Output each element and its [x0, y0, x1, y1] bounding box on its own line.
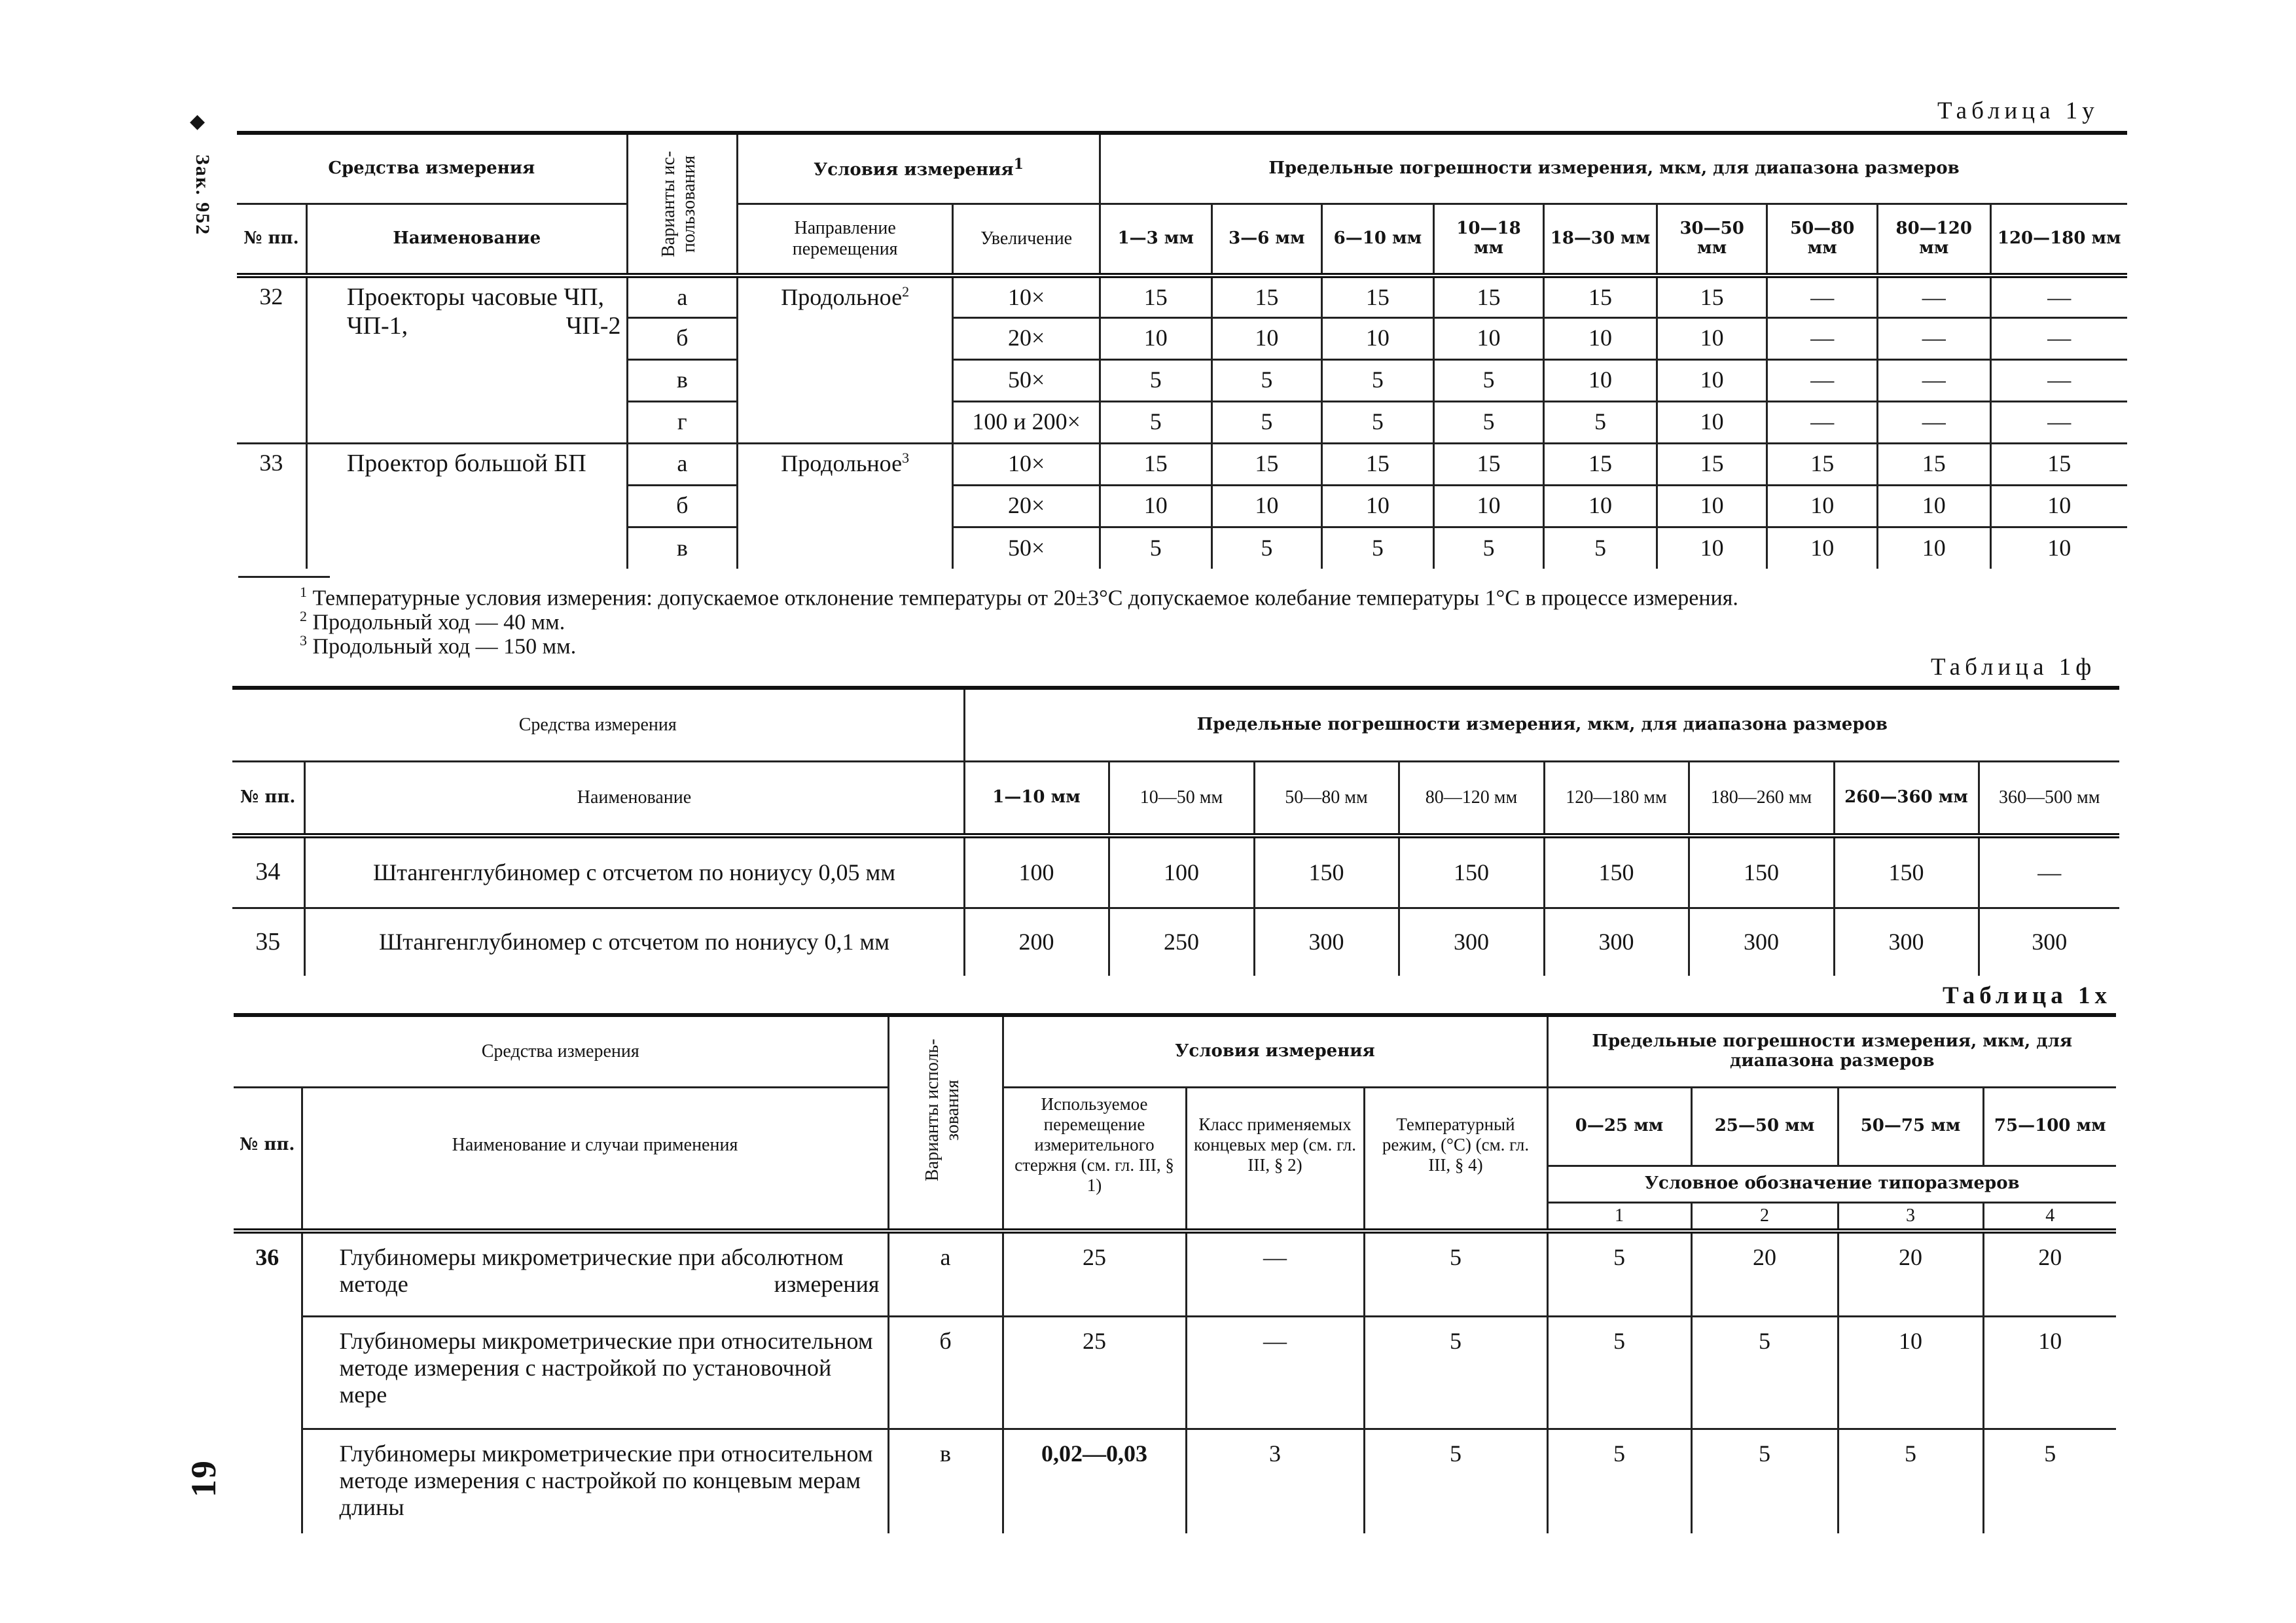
movement: 0,02—0,03 — [1003, 1429, 1186, 1533]
value-cell: 5 — [1211, 359, 1322, 401]
value-cell: 300 — [1979, 908, 2119, 976]
value-cell: 10 — [1657, 527, 1767, 569]
variant: б — [627, 317, 738, 359]
value-cell: 5 — [1100, 527, 1211, 569]
table-1u-caption: Таблица 1у — [1937, 98, 2099, 124]
value-cell: 15 — [1433, 443, 1544, 485]
value-cell: 15 — [1877, 443, 1990, 485]
temperature: 5 — [1364, 1231, 1547, 1316]
instrument-name: Проектор большой БП — [306, 443, 627, 569]
value-cell: 10 — [1211, 317, 1322, 359]
value-cell: 15 — [1544, 276, 1657, 317]
typesize-number: 3 — [1838, 1202, 1983, 1231]
instrument-name: Глубиномеры микрометрические при относительном методе измерения с настройкой по концевым мерам длины — [302, 1429, 888, 1533]
range-header: 80—120 мм — [1877, 204, 1990, 276]
value-cell: 150 — [1689, 836, 1834, 908]
magnification: 20× — [953, 317, 1100, 359]
value-cell: 15 — [1657, 276, 1767, 317]
magnification-header: Увеличение — [953, 204, 1100, 276]
value-cell: 15 — [1657, 443, 1767, 485]
means-header: Средства измерения — [237, 133, 627, 204]
num-header: № пп. — [240, 1134, 295, 1154]
table-row — [234, 1316, 2116, 1429]
value-cell: — — [1877, 359, 1990, 401]
temperature: 5 — [1364, 1316, 1547, 1429]
value-cell: 5 — [1211, 527, 1322, 569]
table-1f-caption: Таблица 1ф — [1931, 654, 2096, 681]
value-cell: 10 — [1211, 485, 1322, 527]
row-number: 34 — [232, 836, 304, 908]
variant: в — [888, 1429, 1003, 1533]
value-cell: 5 — [1544, 527, 1657, 569]
range-header: 10—50 мм — [1109, 761, 1254, 836]
value-cell: — — [1979, 836, 2119, 908]
range-header: 50—80 мм — [1767, 204, 1878, 276]
table-1f — [232, 686, 2119, 976]
typesize-number: 4 — [1983, 1202, 2116, 1231]
value-cell: 5 — [1100, 401, 1211, 443]
value-cell: 5 — [1691, 1429, 1838, 1533]
value-cell: 20 — [1838, 1231, 1983, 1316]
value-cell: 150 — [1834, 836, 1979, 908]
conditions-header: Условия измерения$^1$ — [738, 133, 1100, 204]
class-header: Класс применяемых концевых мер (см. гл. III, § 2) — [1186, 1087, 1364, 1202]
value-cell: 300 — [1544, 908, 1689, 976]
value-cell: 5 — [1691, 1316, 1838, 1429]
range-header: 80—120 мм — [1399, 761, 1544, 836]
value-cell: 15 — [1544, 443, 1657, 485]
value-cell: 5 — [1322, 359, 1434, 401]
value-cell: 300 — [1834, 908, 1979, 976]
range-header: 30—50 мм — [1657, 204, 1767, 276]
range-header: 18—30 мм — [1544, 204, 1657, 276]
footnote-rule — [238, 576, 330, 578]
instrument-name: Глубиномеры микрометрические при относительном методе измерения с настройкой по установочной мере — [302, 1316, 888, 1429]
direction: Продольное$^3$ — [738, 443, 953, 569]
means-header: Средства измерения — [234, 1015, 888, 1087]
value-cell: 10 — [1544, 359, 1657, 401]
typesizes-header: Условное обозначение типоразмеров — [1547, 1166, 2116, 1202]
value-cell: 300 — [1689, 908, 1834, 976]
value-cell: 5 — [1322, 401, 1434, 443]
value-cell: 10 — [1433, 317, 1544, 359]
margin-marker: ◆ — [190, 111, 206, 132]
range-header: 25—50 мм — [1691, 1087, 1838, 1166]
range-header: 0—25 мм — [1547, 1087, 1691, 1166]
movement-header: Используемое перемещение измерительного стержня (см. гл. III, § 1) — [1003, 1087, 1186, 1202]
value-cell: 15 — [1767, 443, 1878, 485]
table-row — [237, 443, 2127, 485]
variant: г — [627, 401, 738, 443]
range-header: 3—6 мм — [1211, 204, 1322, 276]
value-cell: 10 — [1100, 317, 1211, 359]
value-cell: 20 — [1983, 1231, 2116, 1316]
name-header: Наименование и случаи применения — [302, 1087, 888, 1202]
value-cell: 100 — [964, 836, 1109, 908]
value-cell: 5 — [1983, 1429, 2116, 1533]
value-cell: 5 — [1547, 1231, 1691, 1316]
value-cell: 10 — [1657, 401, 1767, 443]
value-cell: 10 — [1767, 485, 1878, 527]
value-cell: — — [1877, 317, 1990, 359]
value-cell: 10 — [1433, 485, 1544, 527]
value-cell: 10 — [1990, 485, 2127, 527]
variant: а — [627, 443, 738, 485]
table-row — [232, 836, 2119, 908]
variant: б — [627, 485, 738, 527]
value-cell: 10 — [1322, 317, 1434, 359]
value-cell: 20 — [1691, 1231, 1838, 1316]
value-cell: 15 — [1990, 443, 2127, 485]
measure-class: — — [1186, 1231, 1364, 1316]
num-header: № пп. — [243, 228, 299, 248]
value-cell: 15 — [1100, 276, 1211, 317]
value-cell: 5 — [1433, 527, 1544, 569]
typesize-number: 2 — [1691, 1202, 1838, 1231]
magnification: 10× — [953, 276, 1100, 317]
means-header: Средства измерения — [232, 688, 964, 761]
row-number: 36 — [255, 1244, 279, 1270]
range-header: 180—260 мм — [1689, 761, 1834, 836]
value-cell: 150 — [1254, 836, 1399, 908]
value-cell: 10 — [1838, 1316, 1983, 1429]
value-cell: — — [1767, 401, 1878, 443]
direction: Продольное$^2$ — [738, 276, 953, 443]
value-cell: 5 — [1547, 1429, 1691, 1533]
value-cell: 5 — [1838, 1429, 1983, 1533]
movement: 25 — [1003, 1231, 1186, 1316]
errors-header: Предельные погрешности измерения, мкм, для диапазона размеров — [964, 688, 2119, 761]
variant: а — [627, 276, 738, 317]
range-header: 1—10 мм — [964, 761, 1109, 836]
footnote: $^3$ Продольный ход — 150 мм. — [300, 632, 577, 659]
errors-header: Предельные погрешности измерения, мкм, для диапазона размеров — [1547, 1015, 2116, 1087]
magnification: 100 и 200× — [953, 401, 1100, 443]
value-cell: 15 — [1433, 276, 1544, 317]
typesize-number: 1 — [1547, 1202, 1691, 1231]
row-number: 33 — [237, 443, 306, 569]
value-cell: — — [1990, 401, 2127, 443]
value-cell: 5 — [1433, 359, 1544, 401]
value-cell: 10 — [1657, 485, 1767, 527]
value-cell: — — [1767, 317, 1878, 359]
value-cell: — — [1990, 359, 2127, 401]
measure-class: 3 — [1186, 1429, 1364, 1533]
order-note: Зак. 952 — [192, 154, 213, 236]
value-cell: — — [1990, 317, 2127, 359]
value-cell: 5 — [1322, 527, 1434, 569]
instrument-name: Проекторы часовые ЧП, ЧП-1, ЧП-2 — [306, 276, 627, 443]
page-number: 19 — [184, 1459, 223, 1497]
value-cell: 300 — [1399, 908, 1544, 976]
measure-class: — — [1186, 1316, 1364, 1429]
value-cell: 10 — [1657, 317, 1767, 359]
temp-header: Температурный режим, (°С) (см. гл. III, § 4) — [1364, 1087, 1547, 1202]
errors-header: Предельные погрешности измерения, мкм, для диапазона размеров — [1100, 133, 2127, 204]
variants-header: Варианты ис- пользования — [627, 133, 738, 276]
num-header: № пп. — [240, 787, 296, 807]
table-row — [234, 1231, 2116, 1316]
value-cell: 15 — [1322, 276, 1434, 317]
value-cell: 10 — [1544, 317, 1657, 359]
range-header: 75—100 мм — [1983, 1087, 2116, 1166]
value-cell: — — [1767, 276, 1878, 317]
value-cell: 10 — [1983, 1316, 2116, 1429]
value-cell: 5 — [1100, 359, 1211, 401]
value-cell: — — [1767, 359, 1878, 401]
magnification: 10× — [953, 443, 1100, 485]
instrument-name: Штангенглубиномер с отсчетом по нониусу 0,1 мм — [304, 908, 964, 976]
row-number: 35 — [255, 927, 281, 955]
range-header: 50—75 мм — [1838, 1087, 1983, 1166]
value-cell: 15 — [1211, 443, 1322, 485]
range-header: 260—360 мм — [1834, 761, 1979, 836]
value-cell: 5 — [1547, 1316, 1691, 1429]
value-cell: 10 — [1877, 527, 1990, 569]
conditions-header: Условия измерения — [1003, 1015, 1547, 1087]
magnification: 20× — [953, 485, 1100, 527]
magnification: 50× — [953, 527, 1100, 569]
value-cell: 150 — [1544, 836, 1689, 908]
value-cell: 15 — [1322, 443, 1434, 485]
variant: в — [627, 527, 738, 569]
value-cell: 5 — [1433, 401, 1544, 443]
value-cell: 10 — [1100, 485, 1211, 527]
value-cell: 150 — [1399, 836, 1544, 908]
value-cell: 5 — [1544, 401, 1657, 443]
value-cell: 10 — [1322, 485, 1434, 527]
value-cell: — — [1990, 276, 2127, 317]
value-cell: 15 — [1211, 276, 1322, 317]
variants-header: Варианты исполь- зования — [888, 1015, 1003, 1202]
table-1x — [234, 1013, 2116, 1533]
value-cell: — — [1877, 276, 1990, 317]
table-row — [234, 1429, 2116, 1533]
variant: а — [888, 1231, 1003, 1316]
temperature: 5 — [1364, 1429, 1547, 1533]
movement: 25 — [1003, 1316, 1186, 1429]
value-cell: 250 — [1109, 908, 1254, 976]
value-cell: 10 — [1877, 485, 1990, 527]
table-row — [232, 908, 2119, 976]
value-cell: 10 — [1990, 527, 2127, 569]
range-header: 50—80 мм — [1254, 761, 1399, 836]
range-header: 1—3 мм — [1100, 204, 1211, 276]
row-number: 32 — [259, 283, 283, 310]
value-cell: 10 — [1657, 359, 1767, 401]
value-cell: — — [1877, 401, 1990, 443]
instrument-name: Штангенглубиномер с отсчетом по нониусу 0,05 мм — [304, 836, 964, 908]
range-header: 6—10 мм — [1322, 204, 1434, 276]
value-cell: 300 — [1254, 908, 1399, 976]
value-cell: 200 — [964, 908, 1109, 976]
table-1u — [237, 131, 2127, 569]
instrument-name: Глубиномеры микрометрические при абсолютном методе измерения — [302, 1231, 888, 1316]
footnote: $^1$ Температурные условия измерения: допускаемое отклонение температуры от 20±3°С допускаемое колебание температуры 1°С в процессе измерения. — [300, 584, 1738, 611]
table-row — [237, 276, 2127, 317]
range-header: 10—18 мм — [1433, 204, 1544, 276]
range-header: 120—180 мм — [1990, 204, 2127, 276]
value-cell: 15 — [1100, 443, 1211, 485]
variant: в — [627, 359, 738, 401]
table-1x-caption: Таблица 1х — [1943, 982, 2111, 1009]
range-header: 360—500 мм — [1979, 761, 2119, 836]
direction-header: Направление перемещения — [738, 204, 953, 276]
range-header: 120—180 мм — [1544, 761, 1689, 836]
value-cell: 10 — [1767, 527, 1878, 569]
value-cell: 10 — [1544, 485, 1657, 527]
value-cell: 5 — [1211, 401, 1322, 443]
value-cell: 100 — [1109, 836, 1254, 908]
magnification: 50× — [953, 359, 1100, 401]
name-header: Наименование — [306, 204, 627, 276]
variant: б — [888, 1316, 1003, 1429]
footnote: $^2$ Продольный ход — 40 мм. — [300, 608, 565, 635]
name-header: Наименование — [304, 761, 964, 836]
